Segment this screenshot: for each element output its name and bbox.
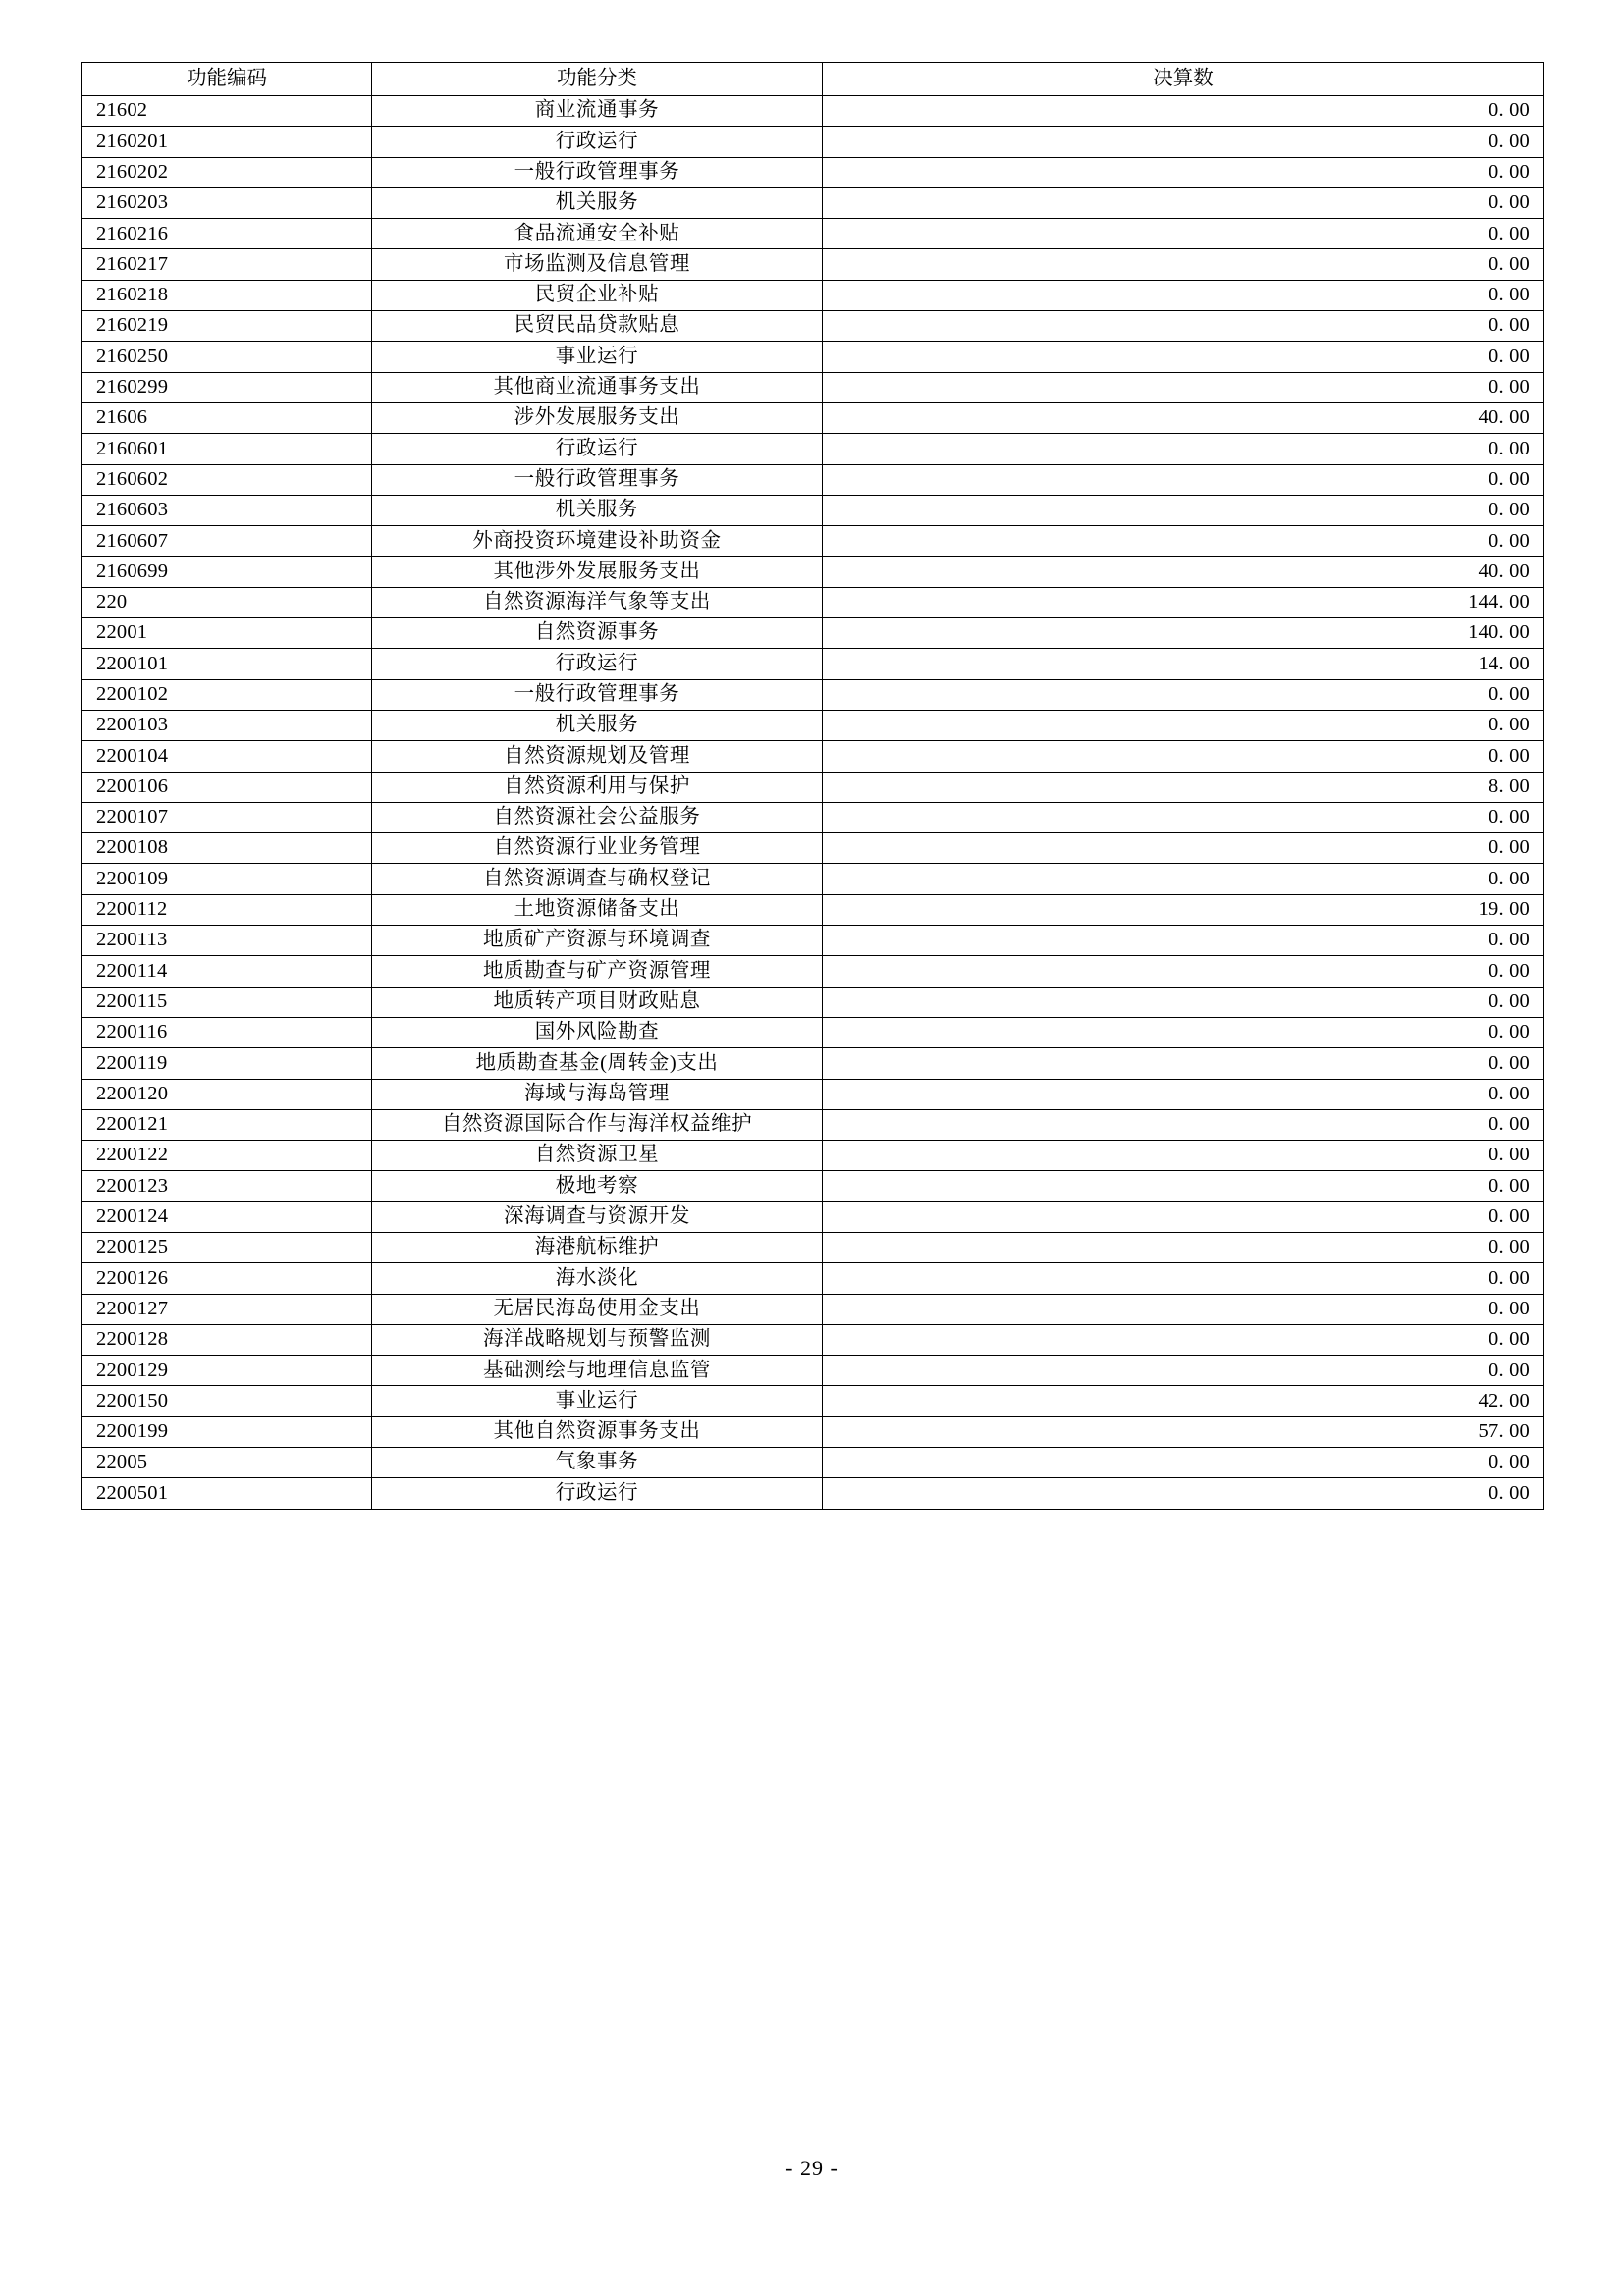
cell-final-amount: 0. 00 [823, 1478, 1544, 1509]
cell-function-category: 无居民海岛使用金支出 [372, 1294, 823, 1324]
cell-function-code: 2200199 [82, 1416, 372, 1447]
cell-function-category: 深海调查与资源开发 [372, 1201, 823, 1232]
cell-final-amount: 40. 00 [823, 402, 1544, 433]
cell-final-amount: 0. 00 [823, 1141, 1544, 1171]
table-row [82, 1416, 1544, 1447]
cell-function-category: 事业运行 [372, 342, 823, 372]
cell-final-amount: 0. 00 [823, 956, 1544, 987]
cell-function-category: 基础测绘与地理信息监管 [372, 1356, 823, 1386]
table-row [82, 618, 1544, 649]
cell-function-category: 食品流通安全补贴 [372, 219, 823, 249]
cell-function-category: 国外风险勘查 [372, 1017, 823, 1047]
cell-function-category: 民贸民品贷款贴息 [372, 311, 823, 342]
cell-final-amount: 57. 00 [823, 1416, 1544, 1447]
table-row [82, 679, 1544, 710]
cell-function-code: 2200101 [82, 649, 372, 679]
table-row [82, 526, 1544, 557]
cell-function-category: 行政运行 [372, 649, 823, 679]
table-row [82, 1448, 1544, 1478]
table-row [82, 741, 1544, 772]
cell-function-code: 2200125 [82, 1232, 372, 1262]
cell-function-category: 自然资源行业业务管理 [372, 833, 823, 864]
table-row [82, 402, 1544, 433]
cell-function-category: 地质勘查基金(周转金)支出 [372, 1048, 823, 1079]
column-header-function-code: 功能编码 [82, 63, 372, 96]
cell-final-amount: 0. 00 [823, 1109, 1544, 1140]
cell-function-category: 海港航标维护 [372, 1232, 823, 1262]
cell-final-amount: 144. 00 [823, 587, 1544, 617]
table-row [82, 1171, 1544, 1201]
cell-final-amount: 0. 00 [823, 1263, 1544, 1294]
table-row [82, 1263, 1544, 1294]
cell-final-amount: 0. 00 [823, 864, 1544, 894]
cell-final-amount: 8. 00 [823, 772, 1544, 802]
cell-final-amount: 0. 00 [823, 833, 1544, 864]
cell-final-amount: 0. 00 [823, 464, 1544, 495]
cell-function-category: 机关服务 [372, 495, 823, 525]
cell-function-code: 2200116 [82, 1017, 372, 1047]
cell-function-code: 2200150 [82, 1386, 372, 1416]
cell-function-category: 涉外发展服务支出 [372, 402, 823, 433]
cell-final-amount: 140. 00 [823, 618, 1544, 649]
cell-function-category: 一般行政管理事务 [372, 464, 823, 495]
table-row [82, 772, 1544, 802]
cell-function-code: 2200129 [82, 1356, 372, 1386]
cell-final-amount: 0. 00 [823, 710, 1544, 740]
cell-function-code: 2160218 [82, 280, 372, 310]
cell-final-amount: 0. 00 [823, 1356, 1544, 1386]
table-row [82, 372, 1544, 402]
cell-function-code: 2160216 [82, 219, 372, 249]
cell-function-category: 自然资源卫星 [372, 1141, 823, 1171]
cell-function-category: 行政运行 [372, 434, 823, 464]
table-row [82, 495, 1544, 525]
cell-function-code: 2200122 [82, 1141, 372, 1171]
table-row [82, 1079, 1544, 1109]
cell-function-category: 民贸企业补贴 [372, 280, 823, 310]
cell-function-category: 其他自然资源事务支出 [372, 1416, 823, 1447]
cell-function-category: 事业运行 [372, 1386, 823, 1416]
table-row [82, 557, 1544, 587]
cell-function-code: 2200127 [82, 1294, 372, 1324]
cell-final-amount: 0. 00 [823, 342, 1544, 372]
cell-final-amount: 0. 00 [823, 96, 1544, 127]
cell-final-amount: 0. 00 [823, 987, 1544, 1017]
cell-function-code: 2160202 [82, 157, 372, 187]
table-row [82, 127, 1544, 157]
cell-final-amount: 0. 00 [823, 280, 1544, 310]
final-accounts-table [81, 62, 1544, 1510]
table-row [82, 649, 1544, 679]
cell-final-amount: 0. 00 [823, 157, 1544, 187]
cell-function-code: 2200107 [82, 802, 372, 832]
table-row [82, 1294, 1544, 1324]
cell-function-code: 2200121 [82, 1109, 372, 1140]
cell-function-code: 2160602 [82, 464, 372, 495]
table-row [82, 926, 1544, 956]
cell-final-amount: 0. 00 [823, 1171, 1544, 1201]
cell-function-category: 外商投资环境建设补助资金 [372, 526, 823, 557]
cell-final-amount: 40. 00 [823, 557, 1544, 587]
cell-final-amount: 0. 00 [823, 127, 1544, 157]
table-row [82, 1356, 1544, 1386]
cell-final-amount: 14. 00 [823, 649, 1544, 679]
cell-final-amount: 0. 00 [823, 1048, 1544, 1079]
cell-function-category: 商业流通事务 [372, 96, 823, 127]
column-header-function-category: 功能分类 [372, 63, 823, 96]
table-body [82, 96, 1544, 1510]
cell-function-category: 自然资源规划及管理 [372, 741, 823, 772]
cell-final-amount: 0. 00 [823, 679, 1544, 710]
cell-function-code: 2200108 [82, 833, 372, 864]
table-row [82, 1048, 1544, 1079]
cell-function-code: 2160201 [82, 127, 372, 157]
table-row [82, 96, 1544, 127]
table-header-row [82, 63, 1544, 96]
cell-function-code: 2200120 [82, 1079, 372, 1109]
budget-table-container [81, 62, 1543, 1510]
cell-function-code: 2200112 [82, 894, 372, 925]
table-row [82, 802, 1544, 832]
cell-final-amount: 19. 00 [823, 894, 1544, 925]
cell-function-code: 2200119 [82, 1048, 372, 1079]
table-row [82, 956, 1544, 987]
cell-function-category: 气象事务 [372, 1448, 823, 1478]
cell-function-category: 海域与海岛管理 [372, 1079, 823, 1109]
table-row [82, 987, 1544, 1017]
table-row [82, 710, 1544, 740]
cell-function-code: 2200123 [82, 1171, 372, 1201]
table-row [82, 1141, 1544, 1171]
cell-final-amount: 0. 00 [823, 926, 1544, 956]
cell-final-amount: 0. 00 [823, 1232, 1544, 1262]
cell-function-category: 极地考察 [372, 1171, 823, 1201]
cell-function-category: 行政运行 [372, 1478, 823, 1509]
cell-function-category: 自然资源海洋气象等支出 [372, 587, 823, 617]
cell-final-amount: 0. 00 [823, 526, 1544, 557]
table-row [82, 280, 1544, 310]
cell-function-category: 自然资源事务 [372, 618, 823, 649]
cell-function-category: 海水淡化 [372, 1263, 823, 1294]
page-number: - 29 - [785, 2156, 839, 2180]
cell-function-category: 自然资源国际合作与海洋权益维护 [372, 1109, 823, 1140]
cell-function-category: 其他商业流通事务支出 [372, 372, 823, 402]
cell-final-amount: 0. 00 [823, 802, 1544, 832]
cell-function-code: 2200106 [82, 772, 372, 802]
cell-function-code: 2160607 [82, 526, 372, 557]
cell-function-code: 2200114 [82, 956, 372, 987]
table-row [82, 1232, 1544, 1262]
table-row [82, 1017, 1544, 1047]
cell-function-category: 机关服务 [372, 187, 823, 218]
cell-function-category: 市场监测及信息管理 [372, 249, 823, 280]
cell-function-category: 地质矿产资源与环境调查 [372, 926, 823, 956]
cell-final-amount: 0. 00 [823, 1294, 1544, 1324]
table-row [82, 187, 1544, 218]
table-row [82, 342, 1544, 372]
table-row [82, 464, 1544, 495]
table-row [82, 833, 1544, 864]
cell-final-amount: 0. 00 [823, 741, 1544, 772]
cell-function-code: 2160219 [82, 311, 372, 342]
cell-final-amount: 0. 00 [823, 1448, 1544, 1478]
table-row [82, 219, 1544, 249]
cell-function-code: 2200501 [82, 1478, 372, 1509]
cell-function-category: 自然资源社会公益服务 [372, 802, 823, 832]
cell-function-code: 220 [82, 587, 372, 617]
cell-final-amount: 0. 00 [823, 434, 1544, 464]
table-row [82, 311, 1544, 342]
cell-function-category: 海洋战略规划与预警监测 [372, 1324, 823, 1355]
cell-function-category: 自然资源利用与保护 [372, 772, 823, 802]
cell-function-category: 一般行政管理事务 [372, 679, 823, 710]
table-row [82, 434, 1544, 464]
cell-function-code: 2160601 [82, 434, 372, 464]
cell-final-amount: 0. 00 [823, 495, 1544, 525]
cell-function-code: 2200103 [82, 710, 372, 740]
table-row [82, 249, 1544, 280]
cell-function-category: 一般行政管理事务 [372, 157, 823, 187]
cell-function-code: 2200109 [82, 864, 372, 894]
cell-function-category: 其他涉外发展服务支出 [372, 557, 823, 587]
table-row [82, 1386, 1544, 1416]
cell-function-category: 行政运行 [372, 127, 823, 157]
cell-function-code: 2200113 [82, 926, 372, 956]
cell-final-amount: 0. 00 [823, 1324, 1544, 1355]
cell-function-code: 22005 [82, 1448, 372, 1478]
table-row [82, 157, 1544, 187]
cell-function-code: 21606 [82, 402, 372, 433]
cell-function-code: 21602 [82, 96, 372, 127]
cell-function-code: 2200115 [82, 987, 372, 1017]
cell-function-category: 机关服务 [372, 710, 823, 740]
cell-function-code: 2160217 [82, 249, 372, 280]
cell-function-code: 2160299 [82, 372, 372, 402]
table-header [82, 63, 1544, 96]
table-row [82, 894, 1544, 925]
cell-function-category: 土地资源储备支出 [372, 894, 823, 925]
column-header-final-amount: 决算数 [823, 63, 1544, 96]
cell-function-code: 2200124 [82, 1201, 372, 1232]
cell-final-amount: 0. 00 [823, 1079, 1544, 1109]
cell-function-code: 2160250 [82, 342, 372, 372]
cell-function-code: 2200104 [82, 741, 372, 772]
cell-function-category: 地质勘查与矿产资源管理 [372, 956, 823, 987]
cell-function-code: 2160203 [82, 187, 372, 218]
cell-final-amount: 0. 00 [823, 1201, 1544, 1232]
table-row [82, 864, 1544, 894]
cell-function-code: 2200102 [82, 679, 372, 710]
cell-final-amount: 0. 00 [823, 372, 1544, 402]
cell-function-category: 地质转产项目财政贴息 [372, 987, 823, 1017]
cell-final-amount: 0. 00 [823, 249, 1544, 280]
cell-final-amount: 0. 00 [823, 187, 1544, 218]
cell-function-code: 22001 [82, 618, 372, 649]
table-row [82, 1201, 1544, 1232]
cell-final-amount: 0. 00 [823, 311, 1544, 342]
table-row [82, 1109, 1544, 1140]
cell-final-amount: 42. 00 [823, 1386, 1544, 1416]
cell-final-amount: 0. 00 [823, 1017, 1544, 1047]
cell-function-category: 自然资源调查与确权登记 [372, 864, 823, 894]
cell-function-code: 2160603 [82, 495, 372, 525]
table-row [82, 1478, 1544, 1509]
cell-function-code: 2200128 [82, 1324, 372, 1355]
cell-function-code: 2160699 [82, 557, 372, 587]
cell-final-amount: 0. 00 [823, 219, 1544, 249]
table-row [82, 587, 1544, 617]
cell-function-code: 2200126 [82, 1263, 372, 1294]
table-row [82, 1324, 1544, 1355]
